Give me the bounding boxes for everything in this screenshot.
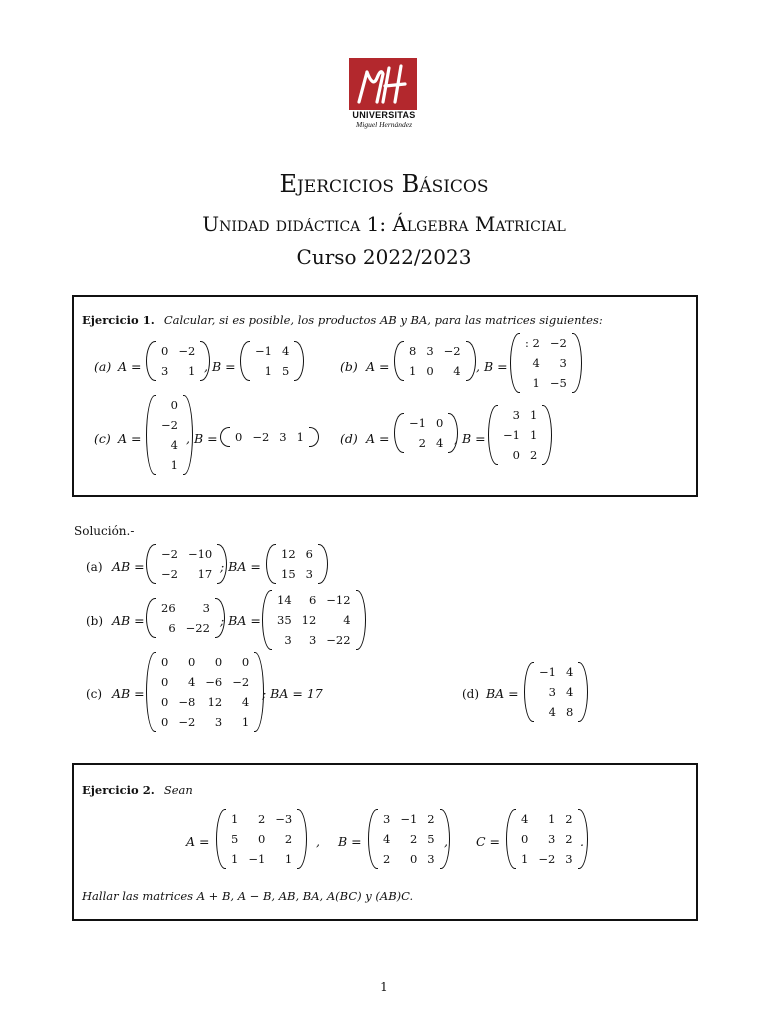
left-paren	[266, 544, 276, 584]
ej1-d-eqA: A =	[366, 431, 390, 446]
ej1-a-matrix-B	[240, 341, 304, 381]
matrix-cell: 3	[284, 633, 292, 647]
sol-b-matrix-BA	[262, 590, 366, 650]
ej2-eqA: A =	[186, 834, 210, 849]
sol-c-label: (c)	[86, 687, 103, 701]
right-paren	[297, 809, 307, 869]
sol-d-eqBA: BA =	[486, 686, 519, 701]
ej1-a-label: (a)	[94, 359, 112, 374]
matrix-cell: 2	[427, 812, 435, 826]
matrix-cell: 35	[277, 613, 292, 627]
left-paren	[146, 544, 156, 584]
matrix-cell: −22	[326, 633, 351, 647]
ej1-d-eqB: , B =	[454, 431, 486, 446]
exercise-2-box	[72, 763, 698, 921]
matrix-cell: −2	[252, 430, 270, 444]
sol-a-label: (a)	[86, 560, 103, 574]
ej1-c-eqA: A =	[118, 431, 142, 446]
left-paren	[394, 341, 404, 381]
ej1-c-label: (c)	[94, 431, 111, 446]
matrix-cell: −2	[178, 344, 196, 358]
ej1-d-matrix-B	[488, 405, 552, 465]
right-paren	[294, 341, 304, 381]
sol-a-matrix-AB	[146, 544, 227, 584]
exercise-2-header	[82, 779, 193, 798]
matrix-cell: −2	[443, 344, 461, 358]
exercise-1-statement: Calcular, si es posible, los productos AB y BA, para las matrices siguientes:	[163, 313, 603, 327]
matrix-cell: 6	[305, 547, 313, 561]
left-paren	[510, 333, 520, 393]
ej1-a-matrix-A	[146, 341, 210, 381]
sol-a-eqAB: AB =	[112, 559, 145, 574]
matrix-cell: 2	[565, 832, 573, 846]
logo-university-text: UNIVERSITAS	[352, 110, 416, 120]
matrix-cell: −2	[538, 852, 556, 866]
matrix-cell: 3	[426, 344, 434, 358]
ej2-matrix-C	[506, 809, 588, 869]
ej1-d-label: (d)	[340, 431, 358, 446]
matrix-cell: 4	[435, 436, 444, 450]
left-paren	[220, 427, 230, 447]
ej1-b-matrix-A	[394, 341, 476, 381]
sol-b-eqAB: AB =	[112, 613, 145, 628]
right-paren	[542, 405, 552, 465]
matrix-cell: 4	[281, 344, 290, 358]
sol-b-label: (b)	[86, 614, 104, 628]
right-paren	[578, 662, 588, 722]
ej2-comma-2: ,	[444, 834, 448, 849]
matrix-cell: −2	[232, 675, 250, 689]
matrix-cell: 3	[308, 633, 317, 647]
left-paren	[216, 809, 226, 869]
page-number: 1	[380, 980, 388, 994]
left-paren	[394, 413, 404, 453]
matrix-cell: −1	[503, 428, 520, 442]
sol-c-eqAB: AB =	[112, 686, 145, 701]
matrix-cell: 2	[383, 852, 391, 866]
matrix-cell: 0	[426, 364, 434, 378]
ej1-c-matrix-B	[220, 427, 319, 447]
matrix-cell: 3	[559, 356, 567, 370]
ej2-matrix-B	[368, 809, 450, 869]
matrix-cell: −1	[255, 344, 272, 358]
left-paren	[146, 341, 156, 381]
ej1-b-matrix-B	[510, 333, 582, 393]
matrix-cell: 4	[453, 364, 461, 378]
ej1-a-eqB: , B =	[204, 359, 236, 374]
matrix-cell: 4	[383, 832, 391, 846]
ej1-b-label: (b)	[340, 359, 358, 374]
matrix-cell: 1	[296, 430, 304, 444]
matrix-cell: −3	[275, 812, 293, 826]
matrix-cell: 1	[532, 376, 540, 390]
ej1-b-eqA: A =	[366, 359, 390, 374]
matrix-cell: 0	[187, 655, 196, 669]
ej2-period: .	[580, 834, 584, 849]
solution-title: Solución.-	[74, 524, 135, 538]
matrix-cell: −10	[187, 547, 213, 561]
matrix-cell: 0	[435, 416, 444, 430]
exercise-1-title: Ejercicio 1.	[82, 313, 155, 327]
matrix-cell: 4	[532, 356, 540, 370]
matrix-cell: 5	[281, 364, 290, 378]
matrix-cell: 8	[409, 344, 417, 358]
matrix-cell: 5	[427, 832, 435, 846]
ej2-matrix-A	[216, 809, 307, 869]
matrix-cell: 1	[170, 458, 178, 472]
matrix-cell: 1	[231, 812, 239, 826]
matrix-cell: 0	[512, 448, 520, 462]
matrix-cell: 12	[301, 613, 317, 627]
sol-d-label: (d)	[462, 687, 480, 701]
matrix-cell: 0	[409, 852, 418, 866]
matrix-cell: 15	[281, 567, 296, 581]
exercise-2-task: Hallar las matrices A + B, A − B, AB, BA, A(BC) y (AB)C.	[82, 889, 414, 903]
matrix-cell: 4	[187, 675, 196, 689]
matrix-cell: 2	[529, 448, 538, 462]
right-paren	[466, 341, 476, 381]
matrix-cell: 8	[565, 705, 574, 719]
matrix-cell: 1	[547, 812, 556, 826]
matrix-cell: 5	[231, 832, 239, 846]
left-paren	[524, 662, 534, 722]
sol-d-matrix-BA	[524, 662, 588, 722]
matrix-cell: 0	[161, 675, 169, 689]
matrix-cell: 0	[161, 715, 169, 729]
matrix-cell: 14	[277, 593, 292, 607]
matrix-cell: −6	[205, 675, 223, 689]
left-paren	[488, 405, 498, 465]
sol-a-matrix-BA	[266, 544, 328, 584]
matrix-cell: −2	[161, 567, 178, 581]
matrix-cell: 1	[529, 428, 538, 442]
exercise-1-header	[82, 309, 603, 328]
matrix-cell: 0	[521, 832, 529, 846]
sol-b-eqBA: ; BA =	[220, 613, 261, 628]
matrix-cell: 1	[521, 852, 529, 866]
left-paren	[240, 341, 250, 381]
left-paren	[368, 809, 378, 869]
course-title: Curso 2022/2023	[296, 245, 472, 269]
matrix-cell: −12	[326, 593, 351, 607]
matrix-cell: −1	[539, 665, 556, 679]
matrix-cell: 4	[565, 685, 574, 699]
mh-logo-icon	[349, 58, 417, 110]
matrix-cell: 0	[214, 655, 223, 669]
matrix-cell: 2	[418, 436, 426, 450]
matrix-cell: 3	[279, 430, 287, 444]
matrix-cell: 4	[170, 438, 178, 452]
matrix-cell: 0	[235, 430, 243, 444]
matrix-cell: 2	[257, 812, 266, 826]
matrix-cell: 12	[281, 547, 296, 561]
sol-c-BA-text: ; BA = 17	[262, 686, 323, 701]
ej1-c-eqB: , B =	[186, 431, 218, 446]
matrix-cell: 6	[168, 621, 176, 635]
exercise-2-title: Ejercicio 2.	[82, 783, 155, 797]
matrix-cell: 3	[305, 567, 313, 581]
matrix-cell: 3	[161, 364, 169, 378]
university-logo	[336, 50, 432, 140]
matrix-cell: 3	[547, 832, 556, 846]
matrix-cell: 1	[231, 852, 239, 866]
ej2-eqC: C =	[476, 834, 501, 849]
matrix-cell: 1	[409, 364, 417, 378]
matrix-cell: −1	[248, 852, 266, 866]
sol-b-matrix-AB	[146, 598, 225, 638]
ej2-eqB: B =	[338, 834, 362, 849]
matrix-cell: −8	[178, 695, 196, 709]
left-paren	[146, 395, 156, 475]
exercise-1-box	[72, 295, 698, 497]
matrix-cell: −2	[178, 715, 196, 729]
ej1-d-matrix-A	[394, 413, 458, 453]
matrix-cell: 1	[284, 852, 293, 866]
logo-subtitle-text: Miguel Hernández	[355, 120, 413, 129]
matrix-cell: −5	[549, 376, 567, 390]
matrix-cell: 3	[383, 812, 391, 826]
matrix-cell: 0	[170, 398, 178, 412]
left-paren	[262, 590, 272, 650]
matrix-cell: 0	[161, 655, 169, 669]
matrix-cell: 4	[521, 812, 529, 826]
matrix-cell: 12	[207, 695, 223, 709]
matrix-cell: 3	[512, 408, 520, 422]
ej2-comma-1: ,	[316, 834, 320, 849]
ej1-a-eqA: A =	[118, 359, 142, 374]
matrix-cell: 1	[241, 715, 250, 729]
matrix-cell: −2	[549, 336, 567, 350]
right-paren	[572, 333, 582, 393]
matrix-cell: −1	[409, 416, 426, 430]
matrix-cell: 3	[202, 601, 210, 615]
matrix-cell: 1	[264, 364, 272, 378]
matrix-cell: −22	[185, 621, 210, 635]
matrix-cell: 26	[161, 601, 176, 615]
unit-title: Unidad didáctica 1: Álgebra Matricial	[202, 212, 566, 236]
matrix-cell: 1	[187, 364, 196, 378]
matrix-cell: 0	[241, 655, 250, 669]
matrix-cell: 17	[197, 567, 213, 581]
matrix-cell: 2	[565, 812, 573, 826]
matrix-cell: 3	[427, 852, 435, 866]
matrix-cell: 0	[257, 832, 266, 846]
exercise-2-statement: Sean	[163, 783, 193, 797]
left-paren	[146, 598, 156, 638]
matrix-cell: 0	[161, 695, 169, 709]
matrix-cell: 0	[161, 344, 169, 358]
matrix-cell: 2	[409, 832, 418, 846]
matrix-cell: : 2	[525, 336, 540, 350]
matrix-cell: −1	[400, 812, 418, 826]
matrix-cell: 4	[343, 613, 351, 627]
matrix-cell: 4	[548, 705, 556, 719]
matrix-cell: 3	[565, 852, 573, 866]
sol-c-matrix-AB	[146, 652, 264, 732]
matrix-cell: 4	[241, 695, 250, 709]
matrix-cell: −2	[161, 547, 178, 561]
left-paren	[146, 652, 156, 732]
right-paren	[356, 590, 366, 650]
matrix-cell: 2	[284, 832, 293, 846]
ej1-b-eqB: , B =	[476, 359, 508, 374]
sol-a-eqBA: ; BA =	[220, 559, 261, 574]
matrix-cell: 4	[565, 665, 574, 679]
matrix-cell: 3	[214, 715, 223, 729]
matrix-cell: 1	[529, 408, 538, 422]
matrix-cell: 3	[548, 685, 556, 699]
matrix-cell: 6	[308, 593, 317, 607]
right-paren	[318, 544, 328, 584]
matrix-cell: −2	[161, 418, 178, 432]
page-title: Ejercicios Básicos	[279, 170, 489, 198]
left-paren	[506, 809, 516, 869]
right-paren	[309, 427, 319, 447]
